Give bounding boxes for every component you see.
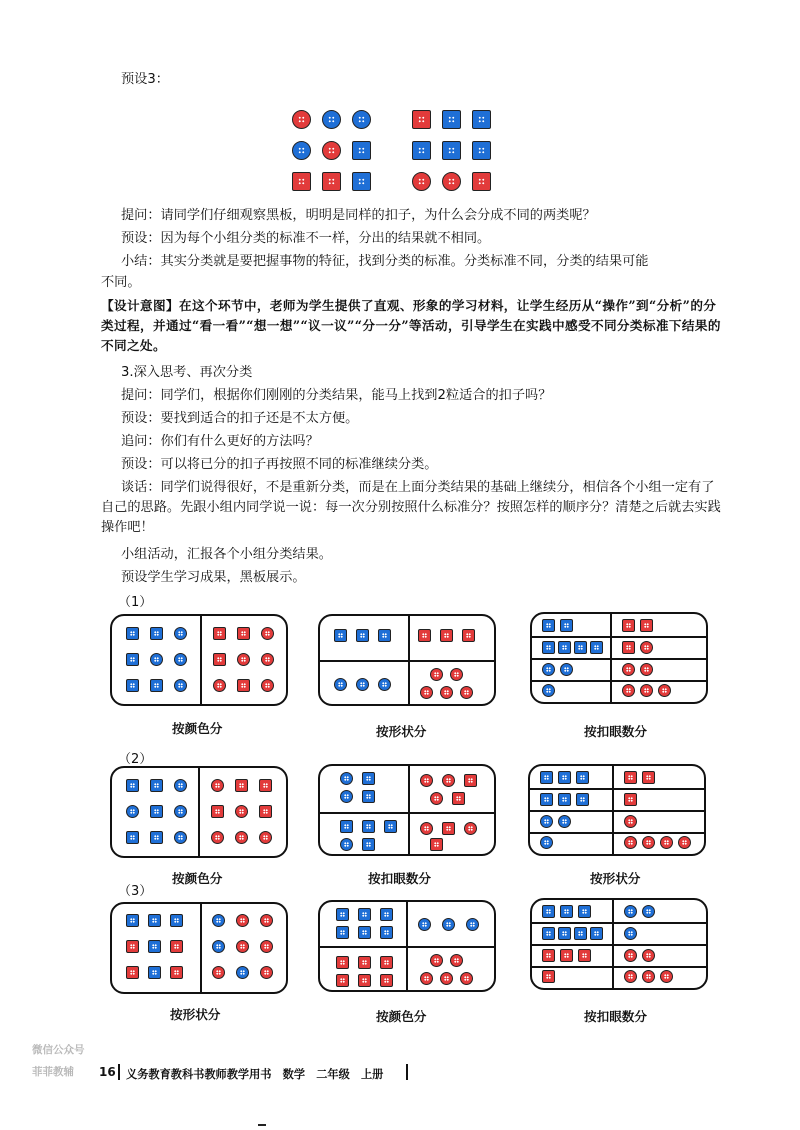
- button-blue-circle: [624, 927, 637, 940]
- button-red-circle: [211, 779, 224, 792]
- button-red-circle: [640, 684, 653, 697]
- button-red-circle: [460, 972, 473, 985]
- button-blue-circle: [292, 141, 311, 160]
- design-intent: [101, 296, 721, 356]
- button-red-circle: [261, 627, 274, 640]
- button-blue-square: [560, 619, 573, 632]
- button-blue-square: [126, 679, 139, 692]
- watermark-line-1: 微信公众号: [32, 1044, 85, 1056]
- button-blue-circle: [378, 678, 391, 691]
- button-red-square: [452, 792, 465, 805]
- button-red-square: [358, 956, 371, 969]
- button-blue-circle: [540, 815, 553, 828]
- button-red-circle: [642, 949, 655, 962]
- button-red-square: [430, 838, 443, 851]
- divider: [530, 788, 704, 790]
- button-blue-circle: [150, 653, 163, 666]
- button-red-circle: [260, 914, 273, 927]
- button-blue-circle: [174, 831, 187, 844]
- button-blue-circle: [642, 905, 655, 918]
- button-blue-square: [576, 793, 589, 806]
- group-label-2: （2）: [118, 752, 153, 767]
- caption-2-3: 按形状分: [590, 871, 641, 886]
- button-blue-square: [558, 641, 571, 654]
- board-holes: [530, 898, 708, 990]
- button-red-circle: [464, 822, 477, 835]
- preset-show: 预设学生学习成果，黑板展示。: [121, 570, 306, 585]
- button-red-circle: [261, 653, 274, 666]
- button-red-square: [624, 771, 637, 784]
- divider: [530, 810, 704, 812]
- button-red-circle: [658, 684, 671, 697]
- button-red-circle: [642, 836, 655, 849]
- button-red-circle: [412, 172, 431, 191]
- answer-1: 预设：因为每个小组分类的标准不一样，分出的结果就不相同。: [121, 231, 491, 246]
- board-holes: [318, 764, 496, 856]
- button-blue-square: [542, 927, 555, 940]
- button-blue-circle: [174, 653, 187, 666]
- divider: [532, 966, 706, 968]
- button-red-square: [440, 629, 453, 642]
- button-red-circle: [624, 970, 637, 983]
- question-3: 追问：你们有什么更好的方法吗？: [121, 434, 319, 449]
- divider: [408, 766, 410, 854]
- button-blue-square: [352, 172, 371, 191]
- button-red-circle: [430, 954, 443, 967]
- caption-2-2: 按扣眼数分: [368, 871, 431, 886]
- divider: [200, 616, 202, 704]
- divider: [532, 680, 706, 682]
- button-blue-square: [574, 641, 587, 654]
- button-red-circle: [624, 949, 637, 962]
- design-intent-text: 在这个环节中，老师为学生提供了直观、形象的学习材料，让学生经历从“操作”到“分析”的分类过程，并通过“看一看”“想一想”“议一议”“分一分”等活动，引导学生在实践中感受不同分类标准下结果的不同之处。: [101, 298, 721, 353]
- button-red-circle: [624, 836, 637, 849]
- board-color: [318, 900, 496, 992]
- button-red-circle: [259, 831, 272, 844]
- question-2: 提问：同学们，根据你们刚刚的分类结果，能马上找到2粒适合的扣子吗？: [121, 388, 552, 403]
- button-red-circle: [420, 822, 433, 835]
- footer-divider-left: [118, 1064, 120, 1080]
- button-blue-square: [384, 820, 397, 833]
- button-red-square: [578, 949, 591, 962]
- divider: [530, 832, 704, 834]
- button-blue-circle: [174, 679, 187, 692]
- button-blue-square: [442, 141, 461, 160]
- button-blue-square: [540, 771, 553, 784]
- caption-3-3: 按扣眼数分: [584, 1009, 647, 1024]
- watermark-line-2: 菲菲教辅: [32, 1066, 74, 1078]
- button-blue-square: [352, 141, 371, 160]
- button-red-circle: [642, 970, 655, 983]
- button-blue-circle: [174, 805, 187, 818]
- button-blue-circle: [340, 790, 353, 803]
- board-holes: [530, 612, 708, 704]
- button-blue-circle: [542, 684, 555, 697]
- button-red-square: [462, 629, 475, 642]
- button-blue-square: [356, 629, 369, 642]
- button-red-circle: [450, 954, 463, 967]
- button-blue-square: [542, 905, 555, 918]
- button-red-circle: [678, 836, 691, 849]
- button-red-circle: [260, 940, 273, 953]
- button-red-square: [259, 779, 272, 792]
- button-blue-square: [126, 779, 139, 792]
- caption-1-3: 按扣眼数分: [584, 724, 647, 739]
- summary-line-1: 小结：其实分类就是要把握事物的特征，找到分类的标准。分类标准不同，分类的结果可能: [121, 254, 649, 269]
- button-blue-square: [336, 926, 349, 939]
- section-3-heading: 3.深入思考、再次分类: [121, 365, 253, 380]
- caption-3-1: 按形状分: [170, 1007, 221, 1022]
- button-blue-square: [358, 908, 371, 921]
- caption-3-2: 按颜色分: [376, 1009, 427, 1024]
- button-blue-square: [150, 679, 163, 692]
- board-shape: [110, 902, 288, 994]
- button-blue-square: [148, 914, 161, 927]
- button-red-square: [542, 970, 555, 983]
- button-red-square: [560, 949, 573, 962]
- button-red-square: [622, 641, 635, 654]
- button-blue-circle: [560, 663, 573, 676]
- button-blue-square: [170, 914, 183, 927]
- bottom-mark: [258, 1124, 266, 1126]
- answer-3: 预设：可以将已分的扣子再按照不同的标准继续分类。: [121, 457, 438, 472]
- button-red-circle: [442, 172, 461, 191]
- buttons-illustration: [290, 108, 500, 196]
- caption-1-1: 按颜色分: [172, 721, 223, 736]
- button-blue-square: [126, 653, 139, 666]
- button-red-square: [418, 629, 431, 642]
- button-red-circle: [237, 653, 250, 666]
- talk-paragraph: 谈话：同学们说得很好，不是重新分类，而是在上面分类结果的基础上继续分，相信各个小组一定有了自己的思路。先跟小组内同学说一说：每一次分别按照什么标准分？按照怎样的顺序分？清楚之后就去实践操作吧！: [101, 480, 721, 535]
- page-number: 16: [99, 1065, 116, 1079]
- button-blue-square: [150, 805, 163, 818]
- button-blue-square: [150, 779, 163, 792]
- button-red-square: [237, 627, 250, 640]
- button-red-circle: [211, 831, 224, 844]
- button-red-square: [640, 619, 653, 632]
- button-red-circle: [450, 668, 463, 681]
- button-blue-square: [334, 629, 347, 642]
- summary-line-2: 不同。: [101, 275, 141, 290]
- button-blue-circle: [442, 918, 455, 931]
- button-red-circle: [640, 663, 653, 676]
- button-blue-square: [560, 905, 573, 918]
- button-blue-square: [378, 629, 391, 642]
- button-red-circle: [442, 774, 455, 787]
- group-label-3: （3）: [118, 884, 153, 899]
- button-red-circle: [420, 686, 433, 699]
- button-red-circle: [260, 966, 273, 979]
- button-blue-circle: [542, 663, 555, 676]
- button-red-square: [235, 779, 248, 792]
- button-blue-square: [126, 831, 139, 844]
- button-red-circle: [261, 679, 274, 692]
- button-blue-circle: [174, 779, 187, 792]
- button-red-circle: [235, 831, 248, 844]
- button-red-square: [213, 627, 226, 640]
- button-red-circle: [622, 684, 635, 697]
- divider: [320, 812, 494, 814]
- divider: [532, 636, 706, 638]
- button-blue-square: [380, 908, 393, 921]
- button-red-square: [412, 110, 431, 129]
- design-intent-label: 【设计意图】: [101, 298, 179, 313]
- button-blue-square: [542, 619, 555, 632]
- button-blue-square: [578, 905, 591, 918]
- button-blue-circle: [466, 918, 479, 931]
- button-red-circle: [440, 686, 453, 699]
- board-shape: [528, 764, 706, 856]
- button-red-square: [358, 974, 371, 987]
- button-blue-square: [362, 820, 375, 833]
- button-red-square: [126, 966, 139, 979]
- button-blue-square: [148, 940, 161, 953]
- button-blue-square: [340, 820, 353, 833]
- button-red-circle: [440, 972, 453, 985]
- button-blue-square: [126, 914, 139, 927]
- button-blue-square: [150, 627, 163, 640]
- button-red-circle: [660, 970, 673, 983]
- caption-2-1: 按颜色分: [172, 871, 223, 886]
- button-red-square: [472, 172, 491, 191]
- button-blue-square: [576, 771, 589, 784]
- button-blue-square: [472, 141, 491, 160]
- button-blue-square: [472, 110, 491, 129]
- footer-divider-right: [406, 1064, 408, 1080]
- button-red-square: [624, 793, 637, 806]
- caption-1-2: 按形状分: [376, 724, 427, 739]
- button-red-circle: [322, 141, 341, 160]
- board-color: [110, 766, 288, 858]
- button-red-square: [336, 956, 349, 969]
- button-blue-square: [558, 927, 571, 940]
- button-blue-square: [380, 926, 393, 939]
- button-red-circle: [660, 836, 673, 849]
- button-blue-square: [542, 641, 555, 654]
- button-blue-circle: [212, 940, 225, 953]
- button-blue-square: [358, 926, 371, 939]
- button-blue-circle: [322, 110, 341, 129]
- button-red-circle: [430, 668, 443, 681]
- button-blue-square: [126, 627, 139, 640]
- button-blue-square: [590, 927, 603, 940]
- button-red-circle: [430, 792, 443, 805]
- button-red-square: [213, 653, 226, 666]
- button-red-square: [211, 805, 224, 818]
- button-blue-square: [336, 908, 349, 921]
- divider: [532, 658, 706, 660]
- button-red-circle: [640, 641, 653, 654]
- button-red-circle: [460, 686, 473, 699]
- button-blue-square: [412, 141, 431, 160]
- button-red-circle: [420, 774, 433, 787]
- button-red-square: [622, 619, 635, 632]
- button-red-square: [170, 966, 183, 979]
- button-blue-circle: [212, 914, 225, 927]
- button-blue-square: [558, 771, 571, 784]
- button-blue-circle: [418, 918, 431, 931]
- button-red-circle: [236, 914, 249, 927]
- button-red-square: [237, 679, 250, 692]
- button-blue-circle: [236, 966, 249, 979]
- preset3-heading: 预设3：: [121, 72, 169, 87]
- button-blue-square: [362, 772, 375, 785]
- button-red-circle: [624, 815, 637, 828]
- button-red-square: [464, 774, 477, 787]
- footer-title: 义务教育教科书教师教学用书 数学 二年级 上册: [126, 1068, 384, 1081]
- button-blue-circle: [174, 627, 187, 640]
- board-shape: [318, 614, 496, 706]
- button-red-square: [259, 805, 272, 818]
- divider: [200, 904, 202, 992]
- divider: [198, 768, 200, 856]
- button-red-square: [292, 172, 311, 191]
- button-blue-square: [540, 793, 553, 806]
- button-red-square: [542, 949, 555, 962]
- button-blue-circle: [558, 815, 571, 828]
- button-blue-square: [442, 110, 461, 129]
- button-red-square: [442, 822, 455, 835]
- button-blue-square: [148, 966, 161, 979]
- divider: [320, 946, 494, 948]
- button-blue-circle: [340, 838, 353, 851]
- button-blue-square: [362, 790, 375, 803]
- button-red-square: [170, 940, 183, 953]
- button-red-circle: [420, 972, 433, 985]
- button-blue-square: [574, 927, 587, 940]
- button-red-square: [126, 940, 139, 953]
- divider: [532, 944, 706, 946]
- button-red-square: [336, 974, 349, 987]
- button-blue-circle: [126, 805, 139, 818]
- button-red-square: [380, 974, 393, 987]
- button-red-circle: [292, 110, 311, 129]
- button-red-circle: [235, 805, 248, 818]
- button-red-circle: [212, 966, 225, 979]
- button-blue-square: [150, 831, 163, 844]
- question-1: 提问：请同学们仔细观察黑板，明明是同样的扣子，为什么会分成不同的两类呢？: [121, 208, 596, 223]
- group-label-1: （1）: [118, 595, 153, 610]
- group-activity: 小组活动，汇报各个小组分类结果。: [121, 547, 332, 562]
- button-red-circle: [236, 940, 249, 953]
- button-blue-circle: [540, 836, 553, 849]
- button-blue-square: [590, 641, 603, 654]
- divider: [532, 922, 706, 924]
- button-blue-square: [362, 838, 375, 851]
- button-red-square: [642, 771, 655, 784]
- button-blue-circle: [340, 772, 353, 785]
- button-red-circle: [213, 679, 226, 692]
- divider: [320, 660, 494, 662]
- button-blue-circle: [352, 110, 371, 129]
- button-blue-circle: [624, 905, 637, 918]
- button-red-circle: [622, 663, 635, 676]
- board-color: [110, 614, 288, 706]
- answer-2: 预设：要找到适合的扣子还是不太方便。: [121, 411, 359, 426]
- button-blue-circle: [356, 678, 369, 691]
- button-red-square: [380, 956, 393, 969]
- button-blue-circle: [334, 678, 347, 691]
- button-blue-square: [558, 793, 571, 806]
- button-red-square: [322, 172, 341, 191]
